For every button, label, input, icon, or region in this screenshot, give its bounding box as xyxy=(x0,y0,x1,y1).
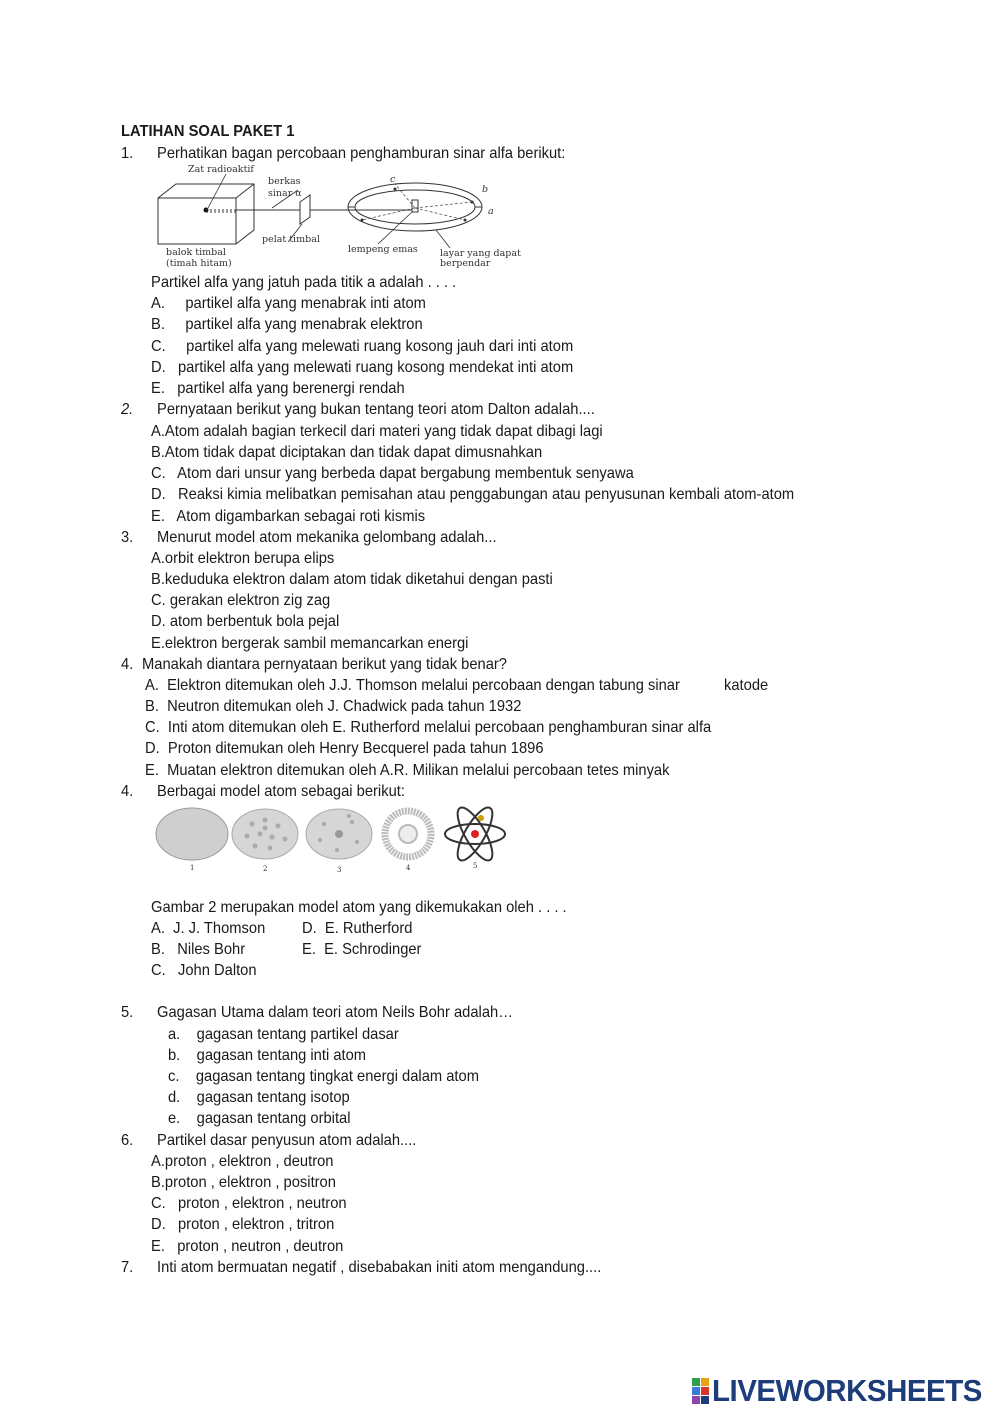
q4a-option-d[interactable]: D. Proton ditemukan oleh Henry Becquerel pada tahun 1896 xyxy=(145,740,544,757)
q1-option-c[interactable]: C. partikel alfa yang melewati ruang kosong jauh dari inti atom xyxy=(151,338,574,355)
figure-number-3: 3 xyxy=(337,866,342,874)
logo-text: LIVEWORKSHEETS xyxy=(712,1373,982,1408)
figure-number-1: 1 xyxy=(190,864,195,872)
q6-option-a[interactable]: A.proton , elektron , deutron xyxy=(151,1153,334,1170)
question-4b-stem: Berbagai model atom sebagai berikut: xyxy=(157,783,405,800)
q3-option-e[interactable]: E.elektron bergerak sambil memancarkan energi xyxy=(151,635,469,652)
q4a-option-e[interactable]: E. Muatan elektron ditemukan oleh A.R. Milikan melalui percobaan tetes minyak xyxy=(145,762,670,779)
question-3-stem: Menurut model atom mekanika gelombang adalah... xyxy=(157,529,497,546)
alpha-scattering-diagram xyxy=(150,162,530,270)
q1-option-d[interactable]: D. partikel alfa yang melewati ruang kosong mendekat inti atom xyxy=(151,359,574,376)
label-point-a: a xyxy=(488,206,494,217)
label-layar-1: layar yang dapat xyxy=(440,248,521,259)
label-balok-timbal: balok timbal xyxy=(166,247,226,258)
label-lempeng-emas: lempeng emas xyxy=(348,244,418,255)
question-7-number: 7. xyxy=(121,1259,134,1276)
q3-option-a[interactable]: A.orbit elektron berupa elips xyxy=(151,550,335,567)
question-5-number: 5. xyxy=(121,1004,134,1021)
figure-number-2: 2 xyxy=(263,865,268,873)
q3-option-c[interactable]: C. gerakan elektron zig zag xyxy=(151,592,331,609)
dalton-model xyxy=(156,808,228,860)
bohr-model xyxy=(385,811,431,857)
label-zat-radioaktif: Zat radioaktif xyxy=(188,164,254,175)
question-7-stem: Inti atom bermuatan negatif , disebabakan initi atom mengandung.... xyxy=(157,1259,602,1276)
q2-option-a[interactable]: A.Atom adalah bagian terkecil dari materi yang tidak dapat dibagi lagi xyxy=(151,423,603,440)
question-1-number: 1. xyxy=(121,145,134,162)
question-5-stem: Gagasan Utama dalam teori atom Neils Bohr adalah… xyxy=(157,1004,513,1021)
question-4a-stem: Manakah diantara pernyataan berikut yang tidak benar? xyxy=(142,656,507,673)
q4a-option-a[interactable]: A. Elektron ditemukan oleh J.J. Thomson melalui percobaan dengan tabung sinar xyxy=(145,677,680,694)
q6-option-b[interactable]: B.proton , elektron , positron xyxy=(151,1174,336,1191)
label-pelat-timbal: pelat timbal xyxy=(262,234,320,245)
q4b-option-a[interactable]: A. J. J. Thomson xyxy=(151,920,266,937)
question-1-stem: Perhatikan bagan percobaan penghamburan sinar alfa berikut: xyxy=(157,145,566,162)
question-4b-text: Gambar 2 merupakan model atom yang dikemukakan oleh . . . . xyxy=(151,899,567,916)
label-point-b: b xyxy=(482,184,489,195)
q4b-option-c[interactable]: C. John Dalton xyxy=(151,962,257,979)
q1-option-e[interactable]: E. partikel alfa yang berenergi rendah xyxy=(151,380,405,397)
question-1-text: Partikel alfa yang jatuh pada titik a adalah . . . . xyxy=(151,274,457,291)
q2-option-c[interactable]: C. Atom dari unsur yang berbeda dapat bergabung membentuk senyawa xyxy=(151,465,634,482)
q1-option-a[interactable]: A. partikel alfa yang menabrak inti atom xyxy=(151,295,426,312)
q2-option-d[interactable]: D. Reaksi kimia melibatkan pemisahan atau penggabungan atau penyusunan kembali atom-atom xyxy=(151,486,795,503)
q5-option-b[interactable]: b. gagasan tentang inti atom xyxy=(168,1047,367,1064)
liveworksheets-logo[interactable] xyxy=(692,1374,996,1408)
logo-mark-icon xyxy=(692,1378,709,1404)
rutherford-model xyxy=(306,809,372,859)
label-timah-hitam: (timah hitam) xyxy=(166,258,232,269)
lead-block xyxy=(158,184,254,244)
figure-number-4: 4 xyxy=(406,864,411,872)
label-layar-2: berpendar xyxy=(440,258,491,269)
question-3-number: 3. xyxy=(121,529,134,546)
q4a-option-b[interactable]: B. Neutron ditemukan oleh J. Chadwick pada tahun 1932 xyxy=(145,698,522,715)
question-4a-number: 4. xyxy=(121,656,134,673)
q5-option-e[interactable]: e. gagasan tentang orbital xyxy=(168,1110,351,1127)
q4b-option-d[interactable]: D. E. Rutherford xyxy=(302,920,413,937)
q2-option-b[interactable]: B.Atom tidak dapat diciptakan dan tidak dapat dimusnahkan xyxy=(151,444,543,461)
question-6-number: 6. xyxy=(121,1132,134,1149)
thomson-model xyxy=(232,809,298,859)
q5-option-d[interactable]: d. gagasan tentang isotop xyxy=(168,1089,350,1106)
q5-option-a[interactable]: a. gagasan tentang partikel dasar xyxy=(168,1026,399,1043)
label-point-c: c xyxy=(390,174,396,185)
page-title: LATIHAN SOAL PAKET 1 xyxy=(121,123,295,140)
q4a-option-c[interactable]: C. Inti atom ditemukan oleh E. Rutherford melalui percobaan penghamburan sinar alfa xyxy=(145,719,712,736)
q2-option-e[interactable]: E. Atom digambarkan sebagai roti kismis xyxy=(151,508,426,525)
q3-option-b[interactable]: B.keduduka elektron dalam atom tidak diketahui dengan pasti xyxy=(151,571,553,588)
q3-option-d[interactable]: D. atom berbentuk bola pejal xyxy=(151,613,340,630)
q6-option-e[interactable]: E. proton , neutron , deutron xyxy=(151,1238,344,1255)
q4b-option-b[interactable]: B. Niles Bohr xyxy=(151,941,246,958)
lead-plate xyxy=(300,195,310,224)
q6-option-d[interactable]: D. proton , elektron , tritron xyxy=(151,1216,335,1233)
q4a-option-a-extra: katode xyxy=(724,677,769,694)
q1-option-b[interactable]: B. partikel alfa yang menabrak elektron xyxy=(151,316,423,333)
label-berkas: berkas xyxy=(268,176,301,187)
figure-number-5: 5 xyxy=(473,862,478,870)
atom-models-figure xyxy=(152,804,512,876)
q6-option-c[interactable]: C. proton , elektron , neutron xyxy=(151,1195,347,1212)
question-4b-number: 4. xyxy=(121,783,134,800)
q5-option-c[interactable]: c. gagasan tentang tingkat energi dalam atom xyxy=(168,1068,479,1085)
label-sinar-alfa: sinar α xyxy=(268,188,302,199)
question-6-stem: Partikel dasar penyusun atom adalah.... xyxy=(157,1132,417,1149)
q4b-option-e[interactable]: E. E. Schrodinger xyxy=(302,941,422,958)
question-2-stem: Pernyataan berikut yang bukan tentang teori atom Dalton adalah.... xyxy=(157,401,595,418)
question-2-number: 2. xyxy=(121,401,134,418)
